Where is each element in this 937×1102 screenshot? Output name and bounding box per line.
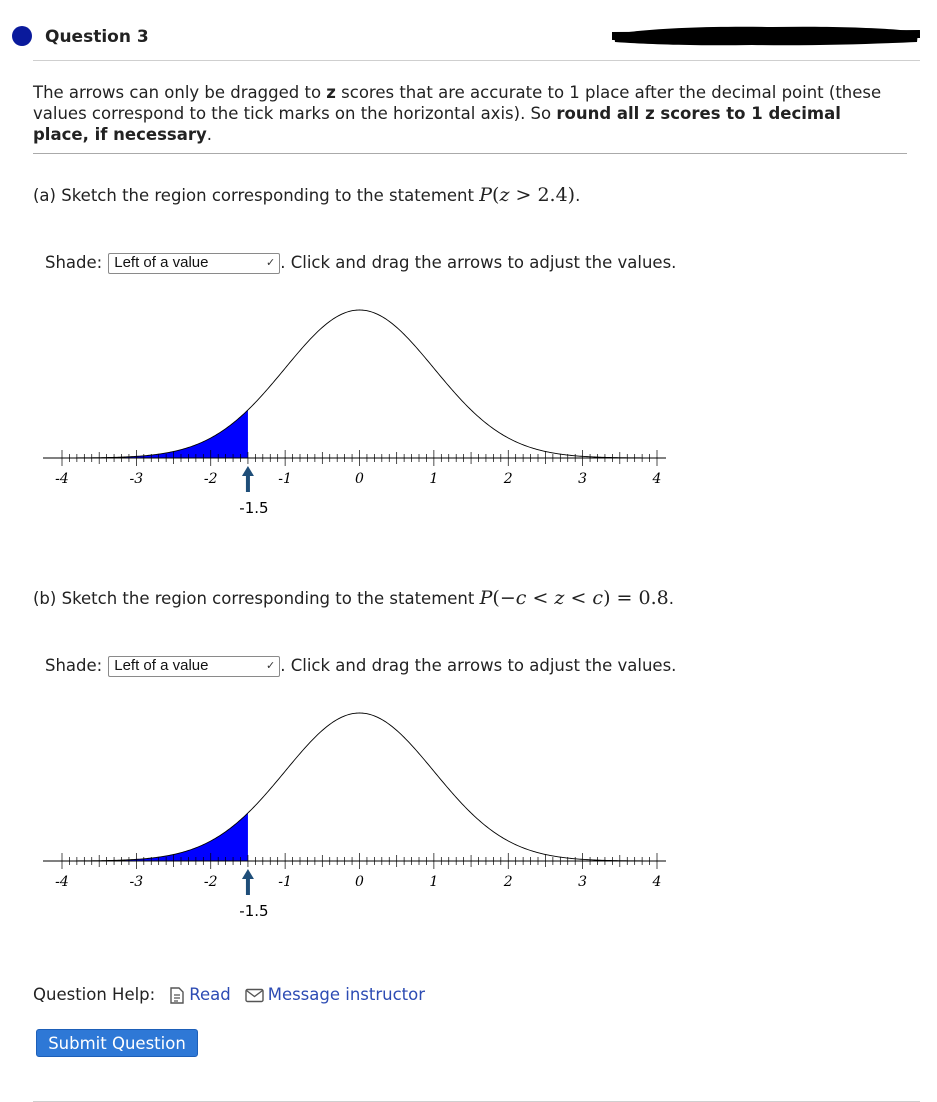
drag-instruction: . Click and drag the arrows to adjust the values. [280,656,677,675]
chevron-down-icon: ✓ [266,660,276,672]
part-b-math: P(−c < z < c) = 0.8 [479,587,669,609]
arrow-value-label: -1.5 [239,902,269,920]
axis-label: 0 [355,471,364,487]
axis-label: 3 [578,471,588,487]
shaded-region [62,410,248,458]
drag-arrow[interactable] [242,869,254,895]
redaction-mark [612,22,920,48]
axis-label: 2 [503,471,513,487]
axis-label: 1 [429,471,439,487]
axis-label: 3 [578,874,588,890]
part-b-shade-row [45,654,676,678]
help-label: Question Help: [33,985,156,1004]
axis-label: -4 [55,471,69,487]
normal-curve [62,713,657,861]
axis-label: -4 [55,874,69,890]
axis-label: 2 [503,874,513,890]
question-title: Question 3 [45,27,149,47]
part-a-shade-select[interactable]: Left of a value ✓ [108,253,280,274]
axis-label: -3 [129,471,144,487]
part-a-statement: (a) Sketch the region corresponding to the statement P(z > 2.4). [33,184,581,206]
arrow-value-label: -1.5 [239,499,269,517]
axis-label: 4 [652,874,662,890]
part-a-shade-row [45,251,676,275]
shade-label: Shade: [45,656,103,675]
axis-label: -3 [129,874,144,890]
chevron-down-icon: ✓ [266,257,276,269]
normal-curve [62,310,657,458]
drag-instruction: . Click and drag the arrows to adjust the values. [280,253,677,272]
part-a-math: P(z > 2.4) [479,184,576,206]
axis-label: 4 [652,471,662,487]
mail-icon [245,988,264,1003]
axis-label: -1 [278,471,292,487]
part-b-normal-graph [40,703,670,933]
axis-label: -1 [278,874,292,890]
header-divider [33,60,920,61]
axis-label: 0 [355,874,364,890]
part-b-statement: (b) Sketch the region corresponding to the statement P(−c < z < c) = 0.8. [33,587,674,609]
axis-label: -2 [203,874,218,890]
document-icon [169,987,185,1004]
intro-divider [33,153,907,154]
shaded-region [62,813,248,861]
part-b-shade-select[interactable]: Left of a value ✓ [108,656,280,677]
read-link[interactable]: Read [169,983,230,1007]
axis-label: 1 [429,874,439,890]
drag-arrow[interactable] [242,466,254,492]
question-status-dot [12,26,32,46]
arrow-up-icon[interactable] [242,869,254,895]
arrow-up-icon[interactable] [242,466,254,492]
shade-label: Shade: [45,253,103,272]
instructions-text: The arrows can only be dragged to z scores that are accurate to 1 place after the decimal point (these values correspond to the tick marks on the horizontal axis). So round all z scores to 1 decimal place, if necessary. [33,83,882,144]
message-instructor-link[interactable]: Message instructor [245,983,425,1007]
submit-question-button[interactable]: Submit Question [36,1029,198,1057]
part-a-normal-graph [40,300,670,530]
axis-label: -2 [203,471,218,487]
question-help [33,983,425,1007]
